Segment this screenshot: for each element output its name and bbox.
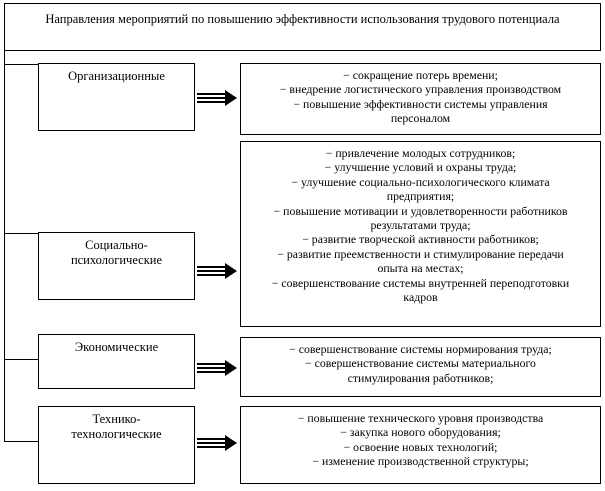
measure-item: − развитие преемственности и стимулирование передачи — [277, 246, 564, 261]
measures-box-socio-psychological — [240, 141, 601, 327]
measure-item: − повышение мотивации и удовлетворенности работников — [273, 203, 568, 218]
branch-connector-technological — [4, 441, 38, 442]
category-label: Организационные — [68, 69, 165, 83]
measure-item: − развитие творческой активности работников; — [302, 232, 539, 247]
left-connector-vertical — [4, 51, 5, 441]
category-box-technological — [38, 406, 195, 484]
category-box-economic — [38, 334, 195, 389]
measure-item: персоналом — [390, 111, 451, 126]
category-label: технологические — [71, 427, 162, 441]
category-box-socio-psychological — [38, 232, 195, 300]
measures-box-organizational — [240, 63, 601, 135]
measure-item: − закупка нового оборудования; — [340, 425, 501, 440]
measure-item: − улучшение условий и охраны труда; — [324, 160, 517, 175]
double-arrow-icon — [197, 262, 237, 280]
measure-item: стимулирования работников; — [347, 370, 494, 385]
measure-item: − совершенствование системы материального — [305, 356, 536, 371]
double-arrow-icon — [197, 359, 237, 377]
measure-item: − совершенствование системы внутренней переподготовки — [271, 275, 570, 290]
measure-item: − улучшение социально-психологического климата — [291, 174, 550, 189]
measure-item: результатами труда; — [370, 218, 471, 233]
measure-item: − совершенствование системы нормирования труда; — [289, 342, 552, 356]
diagram-title: Направления мероприятий по повышению эффективности использования трудового потенциала — [45, 12, 560, 26]
category-label: Технико- — [92, 412, 141, 426]
measure-item: − освоение новых технологий; — [343, 439, 498, 454]
category-label: Социально- — [85, 238, 148, 252]
category-label: Экономические — [74, 340, 159, 354]
measures-box-technological — [240, 406, 601, 484]
measure-item: − изменение производственной структуры; — [312, 454, 529, 469]
measure-item: − внедрение логистического управления производством — [279, 82, 562, 97]
measures-box-economic — [240, 337, 601, 397]
diagram-title-box — [4, 3, 601, 51]
measure-item: − повышение эффективности системы управления — [293, 96, 548, 111]
measure-item: − сокращение потерь времени; — [343, 68, 498, 82]
branch-connector-socio-psychological — [4, 233, 38, 234]
category-label: психологические — [70, 253, 163, 267]
measure-item: − повышение технического уровня производства — [297, 411, 544, 425]
measure-item: − привлечение молодых сотрудников; — [325, 146, 516, 160]
measure-item: опыта на местах; — [377, 261, 464, 276]
category-box-organizational — [38, 63, 195, 131]
measure-item: предприятия; — [386, 189, 455, 204]
double-arrow-icon — [197, 434, 237, 452]
double-arrow-icon — [197, 89, 237, 107]
branch-connector-economic — [4, 359, 38, 360]
branch-connector-organizational — [4, 64, 38, 65]
measure-item: кадров — [403, 290, 438, 305]
